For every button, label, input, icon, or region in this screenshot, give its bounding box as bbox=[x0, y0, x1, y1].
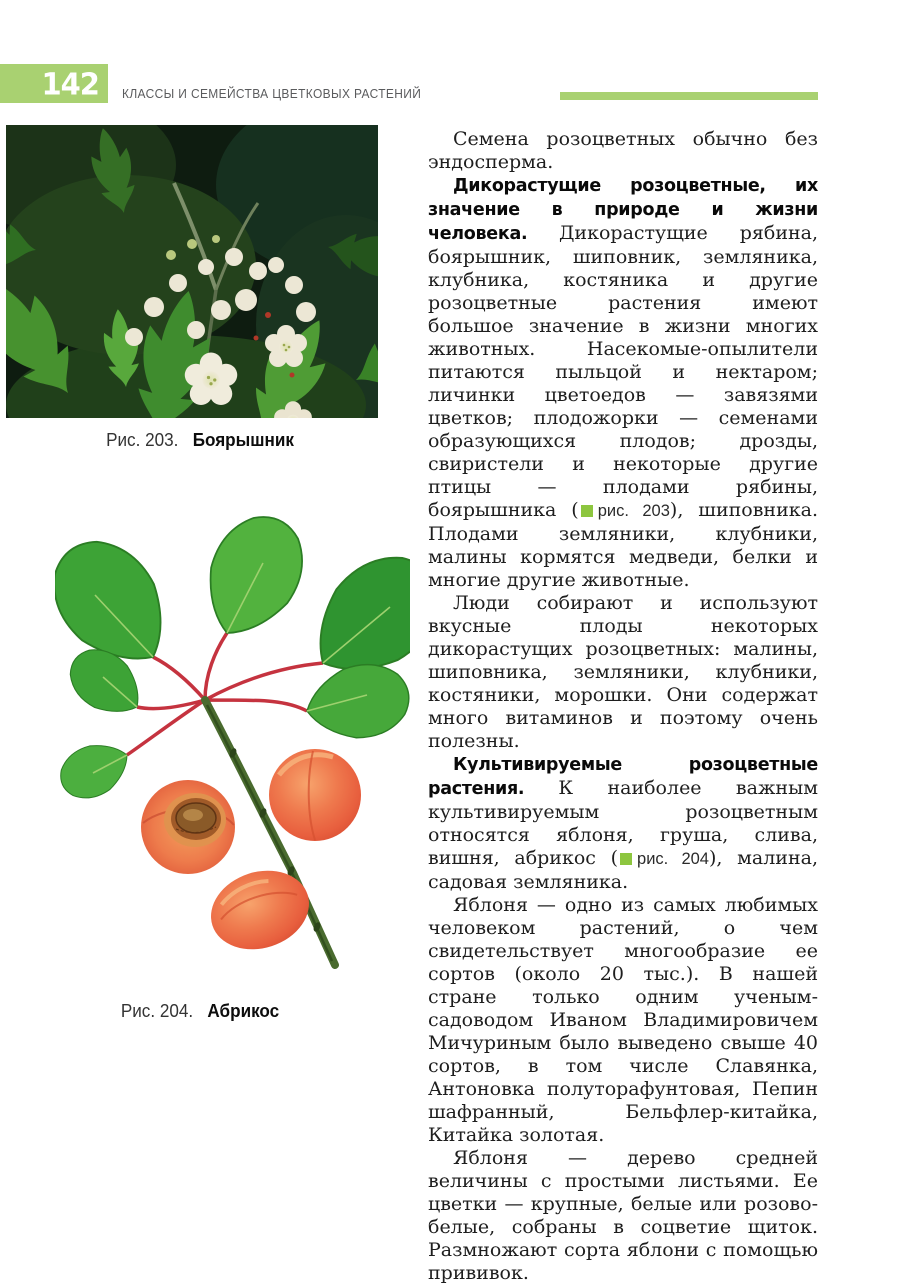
figure-204-caption bbox=[10, 1001, 390, 1022]
figure-caption-title: Абрикос bbox=[207, 1001, 280, 1021]
hawthorn-photo-art bbox=[6, 125, 378, 418]
figure-ref-square-icon bbox=[581, 505, 593, 517]
text-segment: Дикорастущие рябина, боярышник, шиповник, земляника, клубника, костяника и другие розоцветные растения имеют большое значение в жизни многих животных. Насекомые-опылители питаются пыльцой и нектаром; личинки цветоедов — завязями цветков; плодожорки — семенами образующихся плодов; дрозды, свиристели и некоторые другие птицы — плодами рябины, боярышника ( bbox=[428, 222, 819, 521]
figure-reference: рис. 204 bbox=[618, 850, 709, 868]
paragraph-lead-heading: Дикорастущие розоцветные, их значение в природе и жизни человека. bbox=[428, 176, 818, 244]
paragraph-lead-heading: Культивируемые розоцветные растения. bbox=[428, 755, 818, 799]
paragraph bbox=[428, 894, 818, 1147]
text-segment: Люди собирают и используют вкусные плоды некоторых дикорастущих розоцветных: малины, шиповника, земляники, клубники, костяники, морошки. Они содержат много витаминов и поэтому очень полезны. bbox=[428, 592, 818, 752]
paragraph bbox=[428, 174, 818, 592]
header-accent-bar bbox=[560, 92, 818, 100]
figure-203-caption bbox=[10, 430, 390, 451]
page-number: 142 bbox=[41, 65, 99, 102]
paragraph bbox=[428, 592, 818, 753]
apricot-illustration bbox=[55, 515, 410, 990]
apricot-illustration-art bbox=[55, 515, 410, 990]
text-segment: К наиболее важным культивируемым розоцветным относятся яблоня, груша, слива, вишня, абрикос ( bbox=[428, 777, 818, 869]
text-segment: Яблоня — дерево средней величины с простыми листьями. Ее цветки — крупные, белые или розово-белые, собраны в соцветие щиток. Размножают сорта яблони с помощью прививок. bbox=[428, 1147, 818, 1284]
text-segment: ), шиповника. Плодами земляники, клубники, малины кормятся медведи, белки и многие другие животные. bbox=[428, 499, 818, 591]
figure-caption-title: Боярышник bbox=[192, 430, 294, 450]
running-head: КЛАССЫ И СЕМЕЙСТВА ЦВЕТКОВЫХ РАСТЕНИЙ bbox=[122, 86, 422, 101]
page-number-block bbox=[0, 64, 108, 103]
text-segment: Яблоня — одно из самых любимых человеком растений, о чем свидетельствует многообразие ее сортов (около 20 тыс.). В нашей стране только одним ученым-садоводом Иваном Владимировичем Мичуриным было выведено свыше 40 сортов, в том числе Славянка, Антоновка полуторафунтовая, Пепин шафранный, Бельфлер-китайка, Китайка золотая. bbox=[428, 894, 818, 1146]
figure-caption-label: Рис. 203. bbox=[106, 430, 179, 450]
paragraph bbox=[428, 1147, 818, 1285]
figure-caption-label: Рис. 204. bbox=[120, 1001, 194, 1021]
text-segment: ), малина, садовая земляника. bbox=[428, 847, 818, 893]
article bbox=[428, 128, 818, 1285]
paragraph bbox=[428, 753, 818, 894]
figure-ref-square-icon bbox=[620, 853, 632, 865]
hawthorn-photo bbox=[6, 125, 378, 418]
figure-reference: рис. 203 bbox=[579, 502, 670, 520]
text-segment: Семена розоцветных обычно без эндосперма. bbox=[428, 128, 818, 173]
paragraph bbox=[428, 128, 818, 174]
